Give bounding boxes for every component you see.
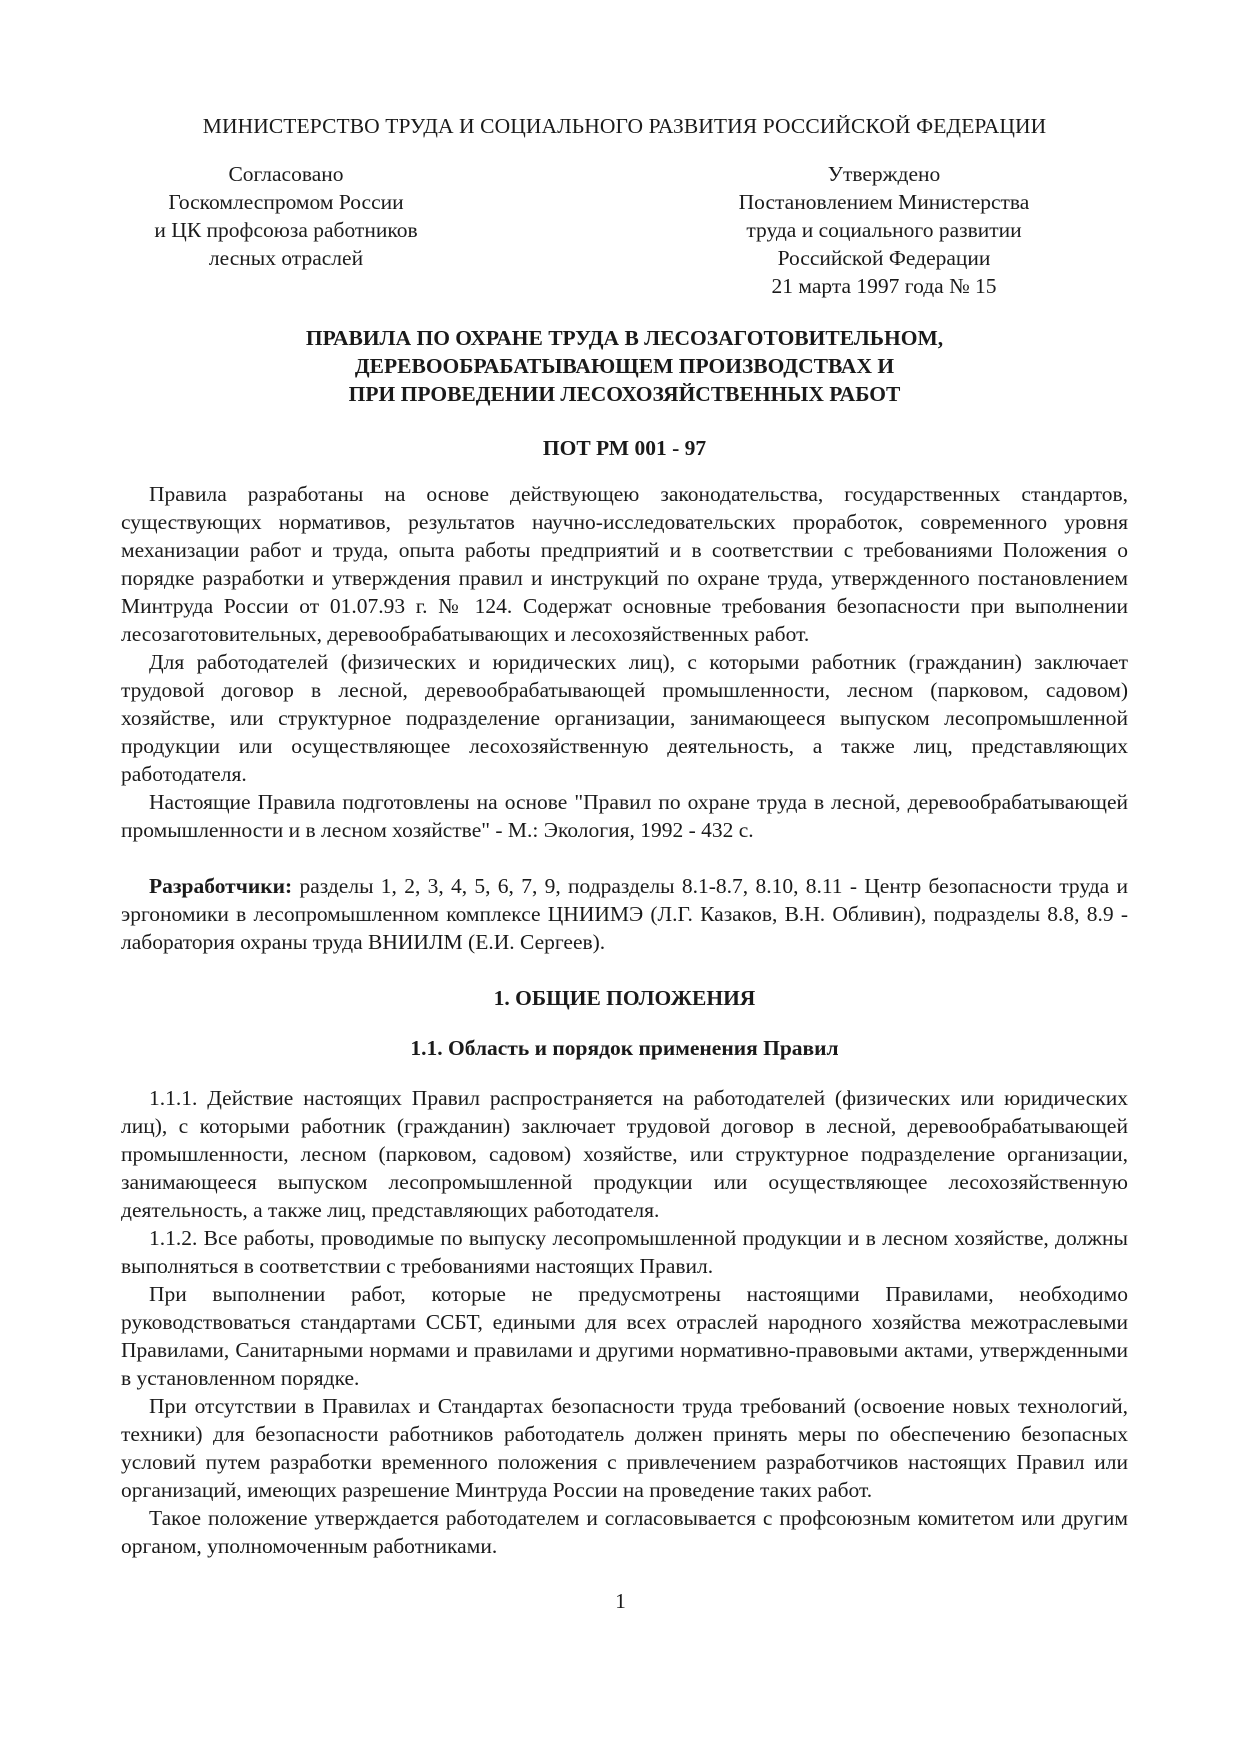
intro-paragraph: Настоящие Правила подготовлены на основе "Правил по охране труда в лесной, деревообрабатывающей промышленности и в лесном хозяйстве" - М.: Экология, 1992 - 432 с. bbox=[121, 790, 1128, 842]
section-paragraph: При выполнении работ, которые не предусмотрены настоящими Правилами, необходимо руководствоваться стандартами ССБТ, едиными для всех отраслей народного хозяйства межотраслевыми Правилами, Санитарными нормами и правилами и другими нормативно-правовыми актами, утвержденными в установленном порядке. bbox=[121, 1282, 1128, 1390]
title-line: ПРИ ПРОВЕДЕНИИ ЛЕСОХОЗЯЙСТВЕННЫХ РАБОТ bbox=[348, 382, 901, 406]
approved-date-line: 21 марта 1997 года № 15 bbox=[771, 274, 997, 298]
section-paragraph: 1.1.1. Действие настоящих Правил распространяется на работодателей (физических или юридических лиц), с которыми работник (гражданин) заключает трудовой договор в лесной, деревообрабатывающей промышленности, лесном (парковом, садовом) хозяйстве, или структурное подразделение организации, занимающееся выпуском лесопромышленной продукции или осуществляющее лесохозяйственную деятельность, а также лиц, представляющих работодателя. bbox=[121, 1086, 1128, 1222]
approved-block bbox=[719, 160, 1049, 300]
page-number: 1 bbox=[615, 1589, 626, 1613]
subsection-title: 1.1. Область и порядок применения Правил bbox=[410, 1036, 839, 1060]
approved-line: Постановлением Министерства bbox=[738, 190, 1030, 214]
document-code: ПОТ РМ 001 - 97 bbox=[542, 436, 707, 460]
title-line: ДЕРЕВООБРАБАТЫВАЮЩЕМ ПРОИЗВОДСТВАХ И bbox=[354, 354, 895, 378]
agreed-line: лесных отраслей bbox=[208, 246, 364, 270]
agreed-line: и ЦК профсоюза работников bbox=[154, 218, 418, 242]
intro-paragraph: Для работодателей (физических и юридических лиц), с которыми работник (гражданин) заключает трудовой договор в лесной, деревообрабатывающей промышленности, лесном (парковом, садовом) хозяйстве, или структурное подразделение организации, занимающееся выпуском лесопромышленной продукции или осуществляющее лесохозяйственную деятельность, а также лиц, представляющих работодателя. bbox=[121, 650, 1128, 786]
section-paragraph: При отсутствии в Правилах и Стандартах безопасности труда требований (освоение новых технологий, техники) для безопасности работников работодатель должен принять меры по обеспечению безопасных условий путем разработки временного положения с привлечением разработчиков настоящих Правил или организаций, имеющих разрешение Минтруда России на проведение таких работ. bbox=[121, 1394, 1128, 1502]
title-line: ПРАВИЛА ПО ОХРАНЕ ТРУДА В ЛЕСОЗАГОТОВИТЕЛЬНОМ, bbox=[305, 326, 944, 350]
section-paragraph: 1.1.2. Все работы, проводимые по выпуску лесопромышленной продукции и в лесном хозяйстве, должны выполняться в соответствии с требованиями настоящих Правил. bbox=[121, 1226, 1128, 1278]
section-title: 1. ОБЩИЕ ПОЛОЖЕНИЯ bbox=[493, 986, 756, 1010]
section-paragraph: Такое положение утверждается работодателем и согласовывается с профсоюзным комитетом или другим органом, уполномоченным работниками. bbox=[121, 1506, 1128, 1558]
approved-line: труда и социального развитии bbox=[746, 218, 1022, 242]
intro-paragraph: Правила разработаны на основе действующею законодательства, государственных стандартов, существующих нормативов, результатов научно-исследовательских проработок, современного уровня механизации работ и труда, опыта работы предприятий и в соответствии с требованиями Положения о порядке разработки и утверждения правил и инструкций по охране труда, утвержденного постановлением Минтруда России от 01.07.93 г. № 124. Содержат основные требования безопасности при выполнении лесозаготовительных, деревообрабатывающих и лесохозяйственных работ. bbox=[121, 482, 1128, 646]
ministry-header: МИНИСТЕРСТВО ТРУДА И СОЦИАЛЬНОГО РАЗВИТИЯ РОССИЙСКОЙ ФЕДЕРАЦИИ bbox=[202, 114, 1047, 138]
developers-label: Разработчики: bbox=[149, 874, 293, 898]
developers-text: разделы 1, 2, 3, 4, 5, 6, 7, 9, подразделы 8.1-8.7, 8.10, 8.11 - Центр безопасности труда и эргономики в лесопромышленном комплексе ЦНИИМЭ (Л.Г. Казаков, В.Н. Обливин), подразделы 8.8, 8.9 - лаборатория охраны труда ВНИИЛМ (Е.И. Сергеев). bbox=[121, 874, 1128, 954]
agreed-line: Госкомлеспромом России bbox=[168, 190, 404, 214]
approved-line: Утверждено bbox=[827, 162, 941, 186]
document-page bbox=[121, 112, 1128, 1560]
spacer bbox=[121, 844, 1128, 872]
approval-block bbox=[121, 160, 1128, 298]
developers-paragraph bbox=[121, 872, 1128, 956]
approved-line: Российской Федерации bbox=[777, 246, 991, 270]
agreed-block bbox=[121, 160, 451, 272]
agreed-line: Согласовано bbox=[228, 162, 344, 186]
document-title bbox=[121, 324, 1128, 408]
